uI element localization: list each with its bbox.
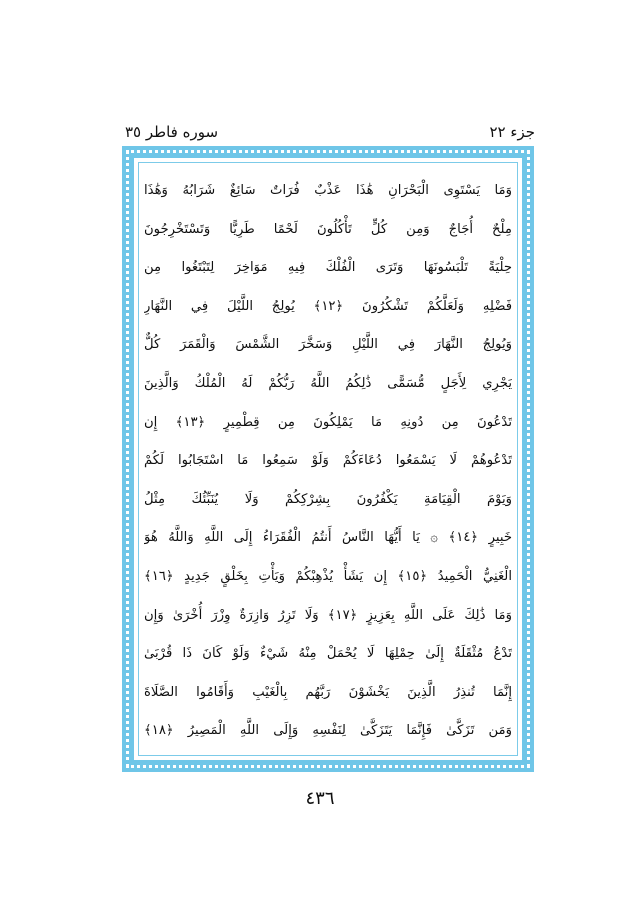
text-line: وَيَوْمَ الْقِيَامَةِ يَكْفُرُونَ بِشِرْكِكُمْ وَلَا يُنَبِّئُكَ مِثْلُ [144, 491, 512, 507]
juz-label: جزء ٢٢ [489, 123, 535, 141]
text-line: إِنَّمَا تُنذِرُ الَّذِينَ يَخْشَوْنَ رَبَّهُم بِالْغَيْبِ وَأَقَامُوا الصَّلَاةَ [144, 684, 512, 700]
text-line: يَجْرِي لِأَجَلٍ مُّسَمًّى ذَٰلِكُمُ اللَّهُ رَبُّكُمْ لَهُ الْمُلْكُ وَالَّذِينَ [144, 375, 512, 391]
page-header [125, 120, 535, 144]
text-line: خَبِيرٍ ﴿١٤﴾ ۞ يَا أَيُّهَا النَّاسُ أَنتُمُ الْفُقَرَاءُ إِلَى اللَّهِ وَاللَّهُ هُوَ [144, 530, 512, 546]
text-line: مِلْحٌ أُجَاجٌ وَمِن كُلٍّ تَأْكُلُونَ لَحْمًا طَرِيًّا وَتَسْتَخْرِجُونَ [144, 221, 512, 237]
text-line: حِلْيَةً تَلْبَسُونَهَا وَتَرَى الْفُلْكَ فِيهِ مَوَاخِرَ لِتَبْتَغُوا مِن [144, 260, 512, 276]
surah-label: سوره فاطر ٣٥ [125, 123, 219, 141]
ornamental-frame [122, 146, 534, 772]
text-line: فَضْلِهِ وَلَعَلَّكُمْ تَشْكُرُونَ ﴿١٢﴾ يُولِجُ اللَّيْلَ فِي النَّهَارِ [144, 298, 512, 314]
quran-text [144, 172, 512, 750]
text-line: وَمَا ذَٰلِكَ عَلَى اللَّهِ بِعَزِيزٍ ﴿١٧﴾ وَلَا تَزِرُ وَازِرَةٌ وِزْرَ أُخْرَىٰ وَإِن [144, 607, 512, 623]
text-line: الْغَنِيُّ الْحَمِيدُ ﴿١٥﴾ إِن يَشَأْ يُذْهِبْكُمْ وَيَأْتِ بِخَلْقٍ جَدِيدٍ ﴿١٦﴾ [144, 568, 512, 584]
text-line: تَدْعُونَ مِن دُونِهِ مَا يَمْلِكُونَ مِن قِطْمِيرٍ ﴿١٣﴾ إِن [144, 414, 512, 430]
text-line: وَمَن تَزَكَّىٰ فَإِنَّمَا يَتَزَكَّىٰ لِنَفْسِهِ وَإِلَى اللَّهِ الْمَصِيرُ ﴿١٨﴾ [144, 723, 512, 739]
page-number: ٤٣٦ [305, 788, 335, 809]
text-line: وَيُولِجُ النَّهَارَ فِي اللَّيْلِ وَسَخَّرَ الشَّمْسَ وَالْقَمَرَ كُلٌّ [144, 337, 512, 353]
text-line: تَدْعُ مُثْقَلَةٌ إِلَىٰ حِمْلِهَا لَا يُحْمَلْ مِنْهُ شَيْءٌ وَلَوْ كَانَ ذَا قُرْبَىٰ [144, 646, 512, 662]
text-line: تَدْعُوهُمْ لَا يَسْمَعُوا دُعَاءَكُمْ وَلَوْ سَمِعُوا مَا اسْتَجَابُوا لَكُمْ [144, 453, 512, 469]
text-line: وَمَا يَسْتَوِى الْبَحْرَانِ هَٰذَا عَذْبٌ فُرَاتٌ سَائِغٌ شَرَابُهُ وَهَٰذَا [144, 183, 512, 198]
